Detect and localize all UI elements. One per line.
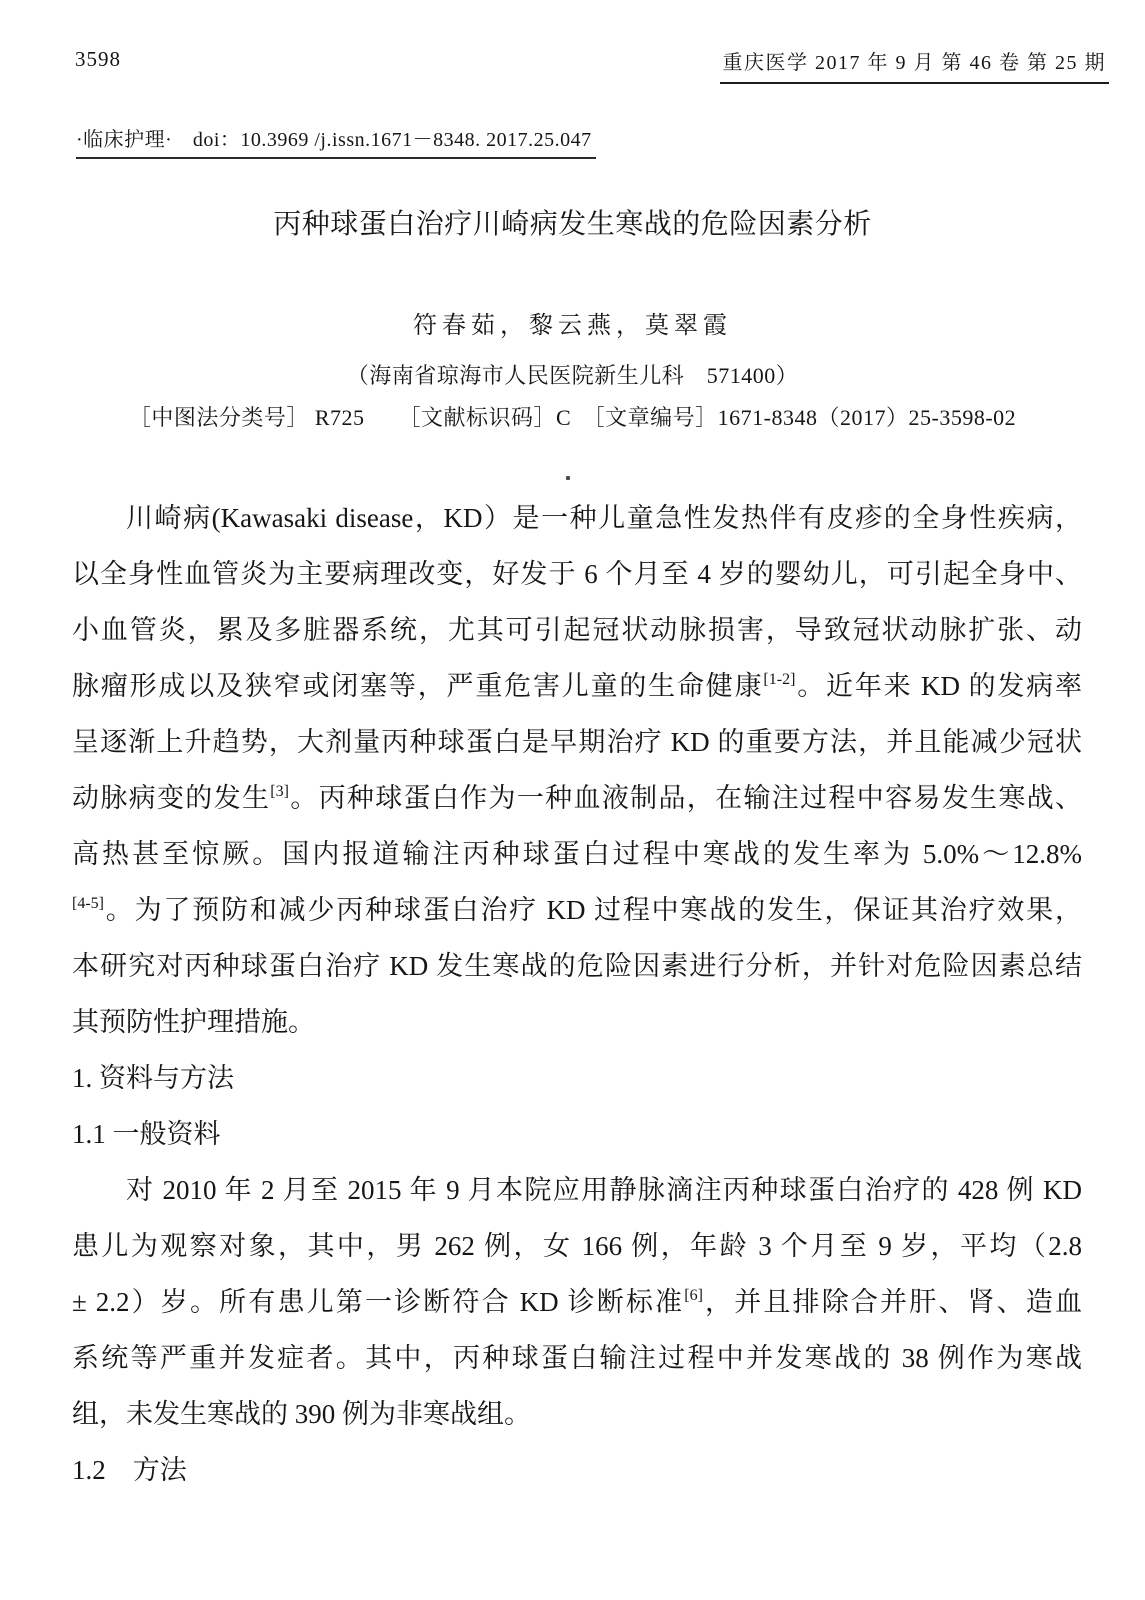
body-line bbox=[72, 1218, 1082, 1274]
article-meta-line: ［中图法分类号］ R725 ［文献标识码］C ［文章编号］1671-8348（2017）25-3598-02 bbox=[128, 405, 1017, 430]
body-line bbox=[72, 546, 1082, 602]
body-line-text: 。为了预防和减少丙种球蛋白治疗 KD 过程中寒战的发生，保证其治疗效果， bbox=[103, 895, 1082, 925]
body-line-text: 系统等严重并发症者。其中，丙种球蛋白输注过程中并发寒战的 38 例作为寒战 bbox=[72, 1343, 1082, 1373]
body-line-text: 对 2010 年 2 月至 2015 年 9 月本院应用静脉滴注丙种球蛋白治疗的 428 例 KD bbox=[126, 1175, 1082, 1205]
body-line bbox=[72, 770, 1082, 826]
body-line bbox=[72, 602, 1082, 658]
citation-ref: [1-2] bbox=[763, 671, 796, 688]
body-line bbox=[72, 490, 1082, 546]
body-line-text: 脉瘤形成以及狭窄或闭塞等，严重危害儿童的生命健康 bbox=[72, 671, 764, 701]
section-heading-1-1 bbox=[72, 1106, 1082, 1162]
section-heading-1 bbox=[72, 1050, 1082, 1106]
citation-ref: [6] bbox=[684, 1287, 703, 1304]
journal-issue-line: 重庆医学 2017 年 9 月 第 46 卷 第 25 期 bbox=[720, 46, 1110, 84]
body-line-text: 以全身性血管炎为主要病理改变，好发于 6 个月至 4 岁的婴幼儿，可引起全身中、 bbox=[72, 559, 1082, 589]
article-affiliation: （海南省琼海市人民医院新生儿科 571400） bbox=[346, 363, 799, 388]
section-doi-line: ·临床护理· doi：10.3969 /j.issn.1671－8348. 2017.25.047 bbox=[76, 123, 596, 159]
body-line-text: 呈逐渐上升趋势，大剂量丙种球蛋白是早期治疗 KD 的重要方法，并且能减少冠状 bbox=[72, 727, 1082, 757]
body-line-text: 高热甚至惊厥。国内报道输注丙种球蛋白过程中寒战的发生率为 5.0%～12.8% bbox=[72, 839, 1082, 869]
citation-ref: [4-5] bbox=[72, 895, 104, 912]
body-line-text: 。近年来 KD 的发病率 bbox=[795, 671, 1082, 701]
body-line-text: 其预防性护理措施。 bbox=[72, 1007, 315, 1037]
body-line-text: 川崎病(Kawasaki disease，KD）是一种儿童急性发热伴有皮疹的全身性疾病， bbox=[126, 503, 1082, 533]
body-line-text: 。丙种球蛋白作为一种血液制品，在输注过程中容易发生寒战、 bbox=[288, 783, 1083, 813]
body-line-text: 患儿为观察对象，其中，男 262 例，女 166 例，年龄 3 个月至 9 岁，平均（2.8 bbox=[72, 1231, 1082, 1261]
body-line-text: ，并且排除合并肝、肾、造血 bbox=[702, 1287, 1082, 1317]
page-number: 3598 bbox=[75, 47, 121, 71]
body-line bbox=[72, 882, 1082, 938]
body-line-text: ± 2.2）岁。所有患儿第一诊断符合 KD 诊断标准 bbox=[72, 1287, 685, 1317]
body-line bbox=[72, 938, 1082, 994]
article-authors: 符春茹，黎云燕，莫翠霞 bbox=[413, 313, 732, 339]
body-line bbox=[72, 1162, 1082, 1218]
body-line bbox=[72, 1386, 1082, 1442]
body-line-text: 本研究对丙种球蛋白治疗 KD 发生寒战的危险因素进行分析，并针对危险因素总结 bbox=[72, 951, 1082, 981]
body-line bbox=[72, 1274, 1082, 1330]
body-line-text: 小血管炎，累及多脏器系统，尤其可引起冠状动脉损害，导致冠状动脉扩张、动 bbox=[72, 615, 1082, 645]
body-line bbox=[72, 826, 1082, 882]
article-title: 丙种球蛋白治疗川崎病发生寒战的危险因素分析 bbox=[273, 209, 872, 240]
citation-ref: [3] bbox=[270, 783, 289, 800]
body-line-text: 组，未发生寒战的 390 例为非寒战组。 bbox=[72, 1399, 531, 1429]
body-line-text: 动脉病变的发生 bbox=[72, 783, 271, 813]
body-line bbox=[72, 714, 1082, 770]
section-heading-text: 1.2 方法 bbox=[72, 1455, 187, 1485]
article-body bbox=[72, 490, 1082, 1498]
section-heading-text: 1.1 一般资料 bbox=[72, 1119, 221, 1149]
body-line bbox=[72, 658, 1082, 714]
stray-dot bbox=[566, 476, 570, 480]
section-heading-1-2 bbox=[72, 1442, 1082, 1498]
body-line bbox=[72, 1330, 1082, 1386]
section-heading-text: 1. 资料与方法 bbox=[72, 1063, 234, 1093]
body-line bbox=[72, 994, 1082, 1050]
